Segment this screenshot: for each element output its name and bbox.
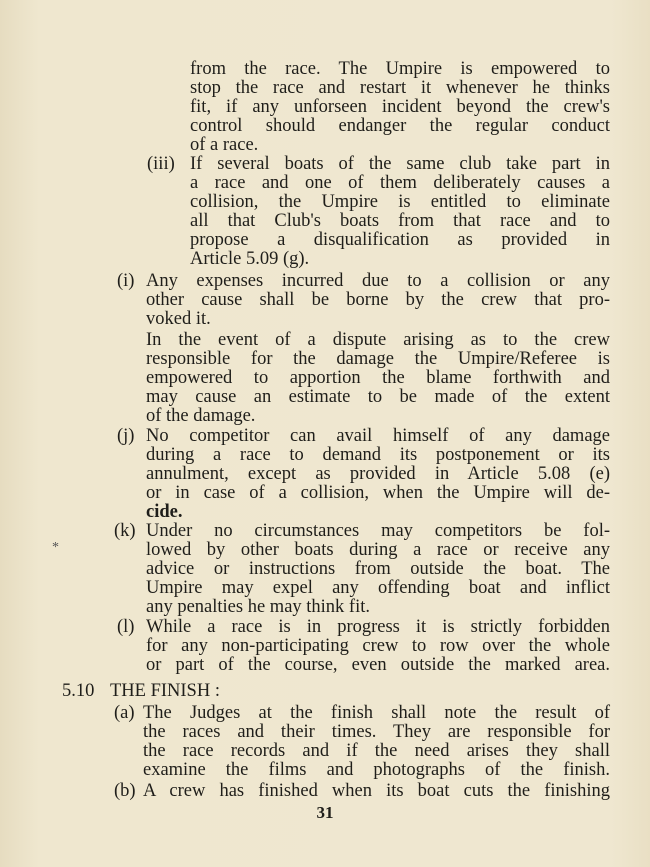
text-line: stop the race and restart it whenever he thinks bbox=[190, 78, 610, 98]
text-line: of the damage. bbox=[146, 406, 256, 426]
text-line: for any non-participating crew to row over the whole bbox=[146, 636, 610, 656]
text-line: Umpire may expel any offending boat and inflict bbox=[146, 578, 610, 598]
text-line: annulment, except as provided in Article 5.08 (e) bbox=[146, 464, 610, 484]
text-line: may cause an estimate to be made of the extent bbox=[146, 387, 610, 407]
section-number: 5.10 bbox=[62, 681, 95, 701]
text-line: empowered to apportion the blame forthwith and bbox=[146, 368, 610, 388]
text-line: The Judges at the finish shall note the result of bbox=[143, 703, 610, 723]
text-line: a race and one of them deliberately causes a bbox=[190, 173, 610, 193]
clause-label: (a) bbox=[114, 703, 135, 723]
text-line: fit, if any unforseen incident beyond the crew's bbox=[190, 97, 610, 117]
text-line: or in case of a collision, when the Umpire will de- bbox=[146, 483, 610, 503]
clause-label: (iii) bbox=[147, 154, 175, 174]
text-line: While a race is in progress it is strictly forbidden bbox=[146, 617, 610, 637]
text-line: A crew has finished when its boat cuts the finishing bbox=[143, 781, 610, 801]
text-line: control should endanger the regular conduct bbox=[190, 116, 610, 136]
text-line: the races and their times. They are responsible for bbox=[143, 722, 610, 742]
text-line: of a race. bbox=[190, 135, 259, 155]
clause-label: (k) bbox=[114, 521, 136, 541]
text-line: propose a disqualification as provided in bbox=[190, 230, 610, 250]
text-line: lowed by other boats during a race or receive any bbox=[146, 540, 610, 560]
text-line: responsible for the damage the Umpire/Referee is bbox=[146, 349, 610, 369]
text-line: during a race to demand its postponement or its bbox=[146, 445, 610, 465]
clause-label: (l) bbox=[117, 617, 135, 637]
text-line: In the event of a dispute arising as to the crew bbox=[146, 330, 610, 350]
text-line: the race records and if the need arises they shall bbox=[143, 741, 610, 761]
text-line: all that Club's boats from that race and to bbox=[190, 211, 610, 231]
text-line: other cause shall be borne by the crew that pro- bbox=[146, 290, 610, 310]
text-line: cide. bbox=[146, 502, 183, 522]
text-line: examine the films and photographs of the finish. bbox=[143, 760, 610, 780]
text-line: advice or instructions from outside the boat. The bbox=[146, 559, 610, 579]
margin-marker: * bbox=[52, 540, 59, 555]
text-line: or part of the course, even outside the marked area. bbox=[146, 655, 610, 675]
text-line: any penalties he may think fit. bbox=[146, 597, 370, 617]
text-line: Any expenses incurred due to a collision or any bbox=[146, 271, 610, 291]
text-line: voked it. bbox=[146, 309, 211, 329]
text-line: If several boats of the same club take part in bbox=[190, 154, 610, 174]
text-line: No competitor can avail himself of any damage bbox=[146, 426, 610, 446]
text-line: Under no circumstances may competitors be fol- bbox=[146, 521, 610, 541]
clause-label: (j) bbox=[117, 426, 135, 446]
section-title: THE FINISH : bbox=[110, 681, 220, 701]
text-line: Article 5.09 (g). bbox=[190, 249, 310, 269]
text-line: from the race. The Umpire is empowered to bbox=[190, 59, 610, 79]
text-line: collision, the Umpire is entitled to eliminate bbox=[190, 192, 610, 212]
clause-label: (i) bbox=[117, 271, 135, 291]
clause-label: (b) bbox=[114, 781, 136, 801]
page-number: 31 bbox=[316, 803, 334, 822]
